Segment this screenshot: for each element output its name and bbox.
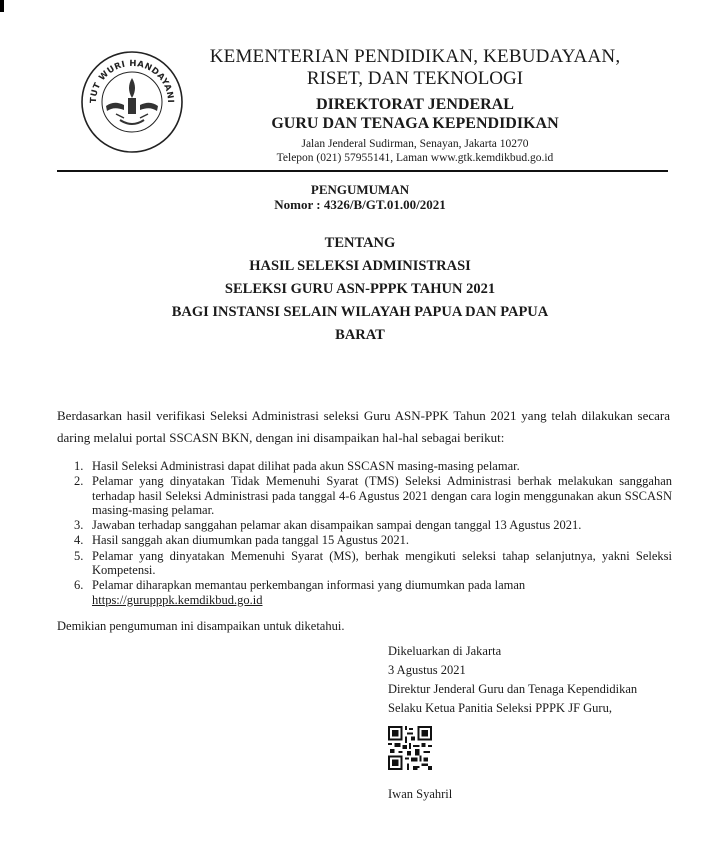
announcement-label: PENGUMUMAN	[310, 182, 410, 197]
portal-link[interactable]: https://gurupppk.kemdikbud.go.id	[92, 592, 263, 607]
page-corner-mark	[0, 0, 4, 12]
ministry-name-cont: RISET, DAN TEKNOLOGI	[306, 68, 524, 89]
letterhead	[195, 46, 635, 165]
announcement-items	[74, 459, 672, 608]
item-text: Pelamar yang dinyatakan Tidak Memenuhi Syarat (TMS) Seleksi Administrasi berhak melakukan sanggahan terhadap hasil Seleksi Administrasi pada tanggal 4-6 Agustus 2021 dengan cara login menggunakan akun SSCASN masing-masing pelamar.	[92, 474, 672, 517]
list-item	[74, 549, 672, 578]
item-number: 2.	[74, 474, 84, 489]
list-item	[74, 474, 672, 517]
signature-block	[388, 642, 688, 718]
announcement-heading	[0, 182, 720, 212]
intro-paragraph: Berdasarkan hasil verifikasi Seleksi Administrasi seleksi Guru ASN-PPK Tahun 2021 yang telah dilakukan secara daring melalui portal SSCASN BKN, dengan ini disampaikan hal-hal sebagai berikut:	[57, 408, 670, 445]
closing-sentence: Demikian pengumuman ini disampaikan untuk diketahui.	[57, 619, 345, 633]
item-text: Hasil Seleksi Administrasi dapat dilihat pada akun SSCASN masing-masing pelamar.	[92, 459, 520, 473]
ministry-name: KEMENTERIAN PENDIDIKAN, KEBUDAYAAN,	[209, 46, 621, 67]
item-number: 5.	[74, 548, 84, 563]
logo-motto-text: TUT WURI HANDAYANI	[88, 58, 176, 104]
subject-line-3: SELEKSI GURU ASN-PPPK TAHUN 2021	[224, 281, 496, 297]
address: Jalan Jenderal Sudirman, Senayan, Jakarta 10270	[301, 138, 529, 150]
item-text: Jawaban terhadap sanggahan pelamar akan disampaikan sampai dengan tanggal 13 Agustus 2021.	[92, 518, 582, 533]
announcement-number: Nomor : 4326/B/GT.01.00/2021	[274, 197, 446, 212]
issued-date: 3 Agustus 2021	[388, 663, 466, 677]
signer-role: Selaku Ketua Panitia Seleksi PPPK JF Guru,	[388, 701, 612, 715]
subject-line-2: HASIL SELEKSI ADMINISTRASI	[249, 258, 471, 274]
item-number: 4.	[74, 533, 84, 548]
directorate-name-cont: GURU DAN TENAGA KEPENDIDIKAN	[271, 115, 559, 132]
list-item	[74, 533, 672, 547]
item-text: Pelamar diharapkan memantau perkembangan informasi yang diumumkan pada laman	[92, 578, 526, 593]
directorate-name: DIREKTORAT JENDERAL	[316, 96, 514, 113]
list-item	[74, 518, 672, 532]
contact: Telepon (021) 57955141, Laman www.gtk.kemdikbud.go.id	[276, 152, 554, 164]
subject-line-1: TENTANG	[324, 235, 396, 251]
item-text: Pelamar yang dinyatakan Memenuhi Syarat (MS), berhak mengikuti seleksi tahap selanjutnya, yakni Seleksi Kompetensi.	[92, 548, 672, 578]
item-number: 1.	[74, 459, 84, 473]
subject-line-4: BAGI INSTANSI SELAIN WILAYAH PAPUA DAN PAPUA	[171, 304, 549, 320]
signer-title: Direktur Jenderal Guru dan Tenaga Kependidikan	[388, 682, 638, 696]
qr-code-icon	[388, 726, 432, 770]
signer-name: Iwan Syahril	[388, 787, 453, 801]
list-item	[74, 459, 672, 473]
tut-wuri-handayani-logo	[80, 48, 184, 156]
item-text: Hasil sanggah akan diumumkan pada tanggal 15 Agustus 2021.	[92, 533, 409, 548]
letterhead-divider	[57, 170, 668, 172]
item-number: 6.	[74, 578, 84, 593]
item-number: 3.	[74, 518, 84, 533]
subject-line-5: BARAT	[335, 327, 385, 343]
issued-place: Dikeluarkan di Jakarta	[388, 644, 502, 658]
list-item	[74, 578, 672, 607]
subject-block	[110, 232, 610, 347]
